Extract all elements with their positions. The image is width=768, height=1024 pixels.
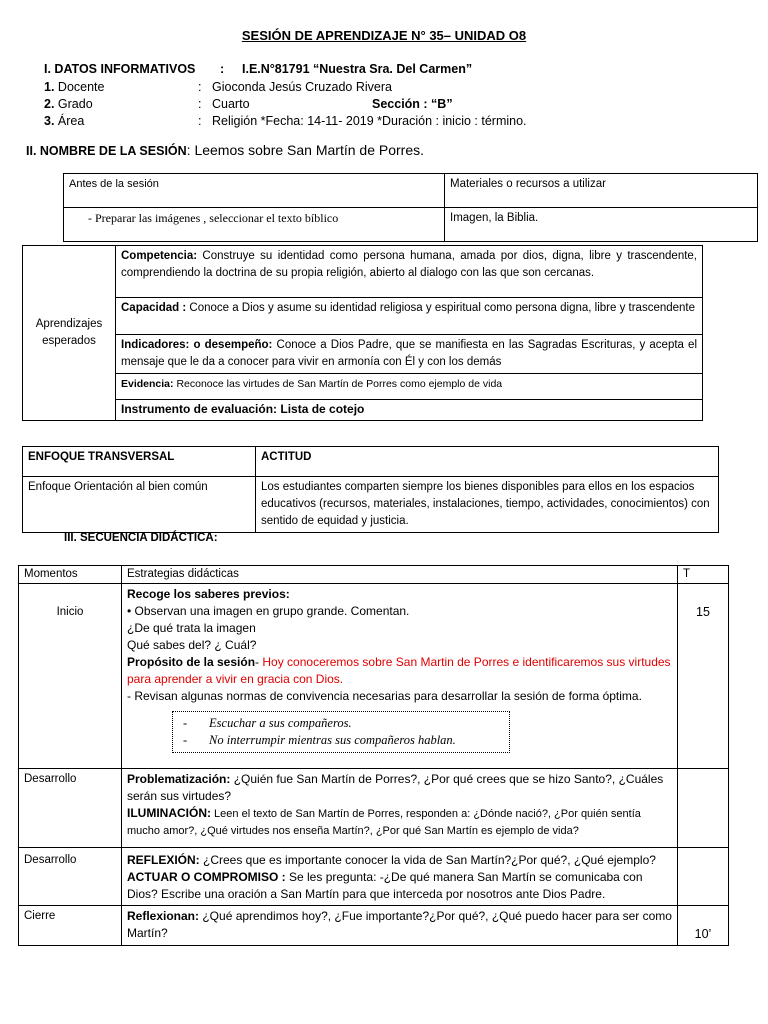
session-name-label: II. NOMBRE DE LA SESIÓN (26, 144, 187, 158)
problematizacion (127, 771, 672, 805)
materials-header-before: Antes de la sesión (64, 174, 445, 208)
enfoque-cell: Enfoque Orientación al bien común (23, 477, 256, 533)
secuencia-heading: III. SECUENCIA DIDÁCTICA: (64, 532, 218, 544)
time-header: T (678, 566, 729, 584)
iluminacion (127, 805, 672, 840)
enfoque-table (22, 446, 719, 533)
row-label: Grado (54, 97, 93, 111)
desarrollo1-time (678, 769, 729, 848)
actitud-header: ACTITUD (256, 447, 719, 477)
session-name (26, 142, 424, 158)
competencia-label: Competencia: (121, 250, 198, 262)
grado-row (44, 97, 93, 111)
school-name: I.E.N°81791 “Nuestra Sra. Del Carmen” (242, 62, 473, 76)
competencia-cell (116, 246, 703, 298)
desarrollo1-estrategias (122, 769, 678, 848)
cierre-momento: Cierre (19, 906, 122, 946)
materials-resources-cell: Imagen, la Biblia. (445, 208, 758, 242)
row-num: 2. (44, 97, 55, 111)
enfoque-header: ENFOQUE TRANSVERSAL (23, 447, 256, 477)
indicadores-text: Conoce a Dios Padre, que se manifiesta en las Sagradas Escrituras, y acepta el mensaje que le da a conocer para vivir en armonía con Él y con los demás (121, 339, 698, 368)
evidencia-label: Evidencia: (121, 378, 174, 390)
desarrollo2-estrategias (122, 848, 678, 906)
evidencia-cell (116, 374, 703, 400)
indicadores-label: Indicadores: o desempeño: (121, 339, 273, 351)
evidencia-text: Reconoce las virtudes de San Martín de Porres como ejemplo de vida (173, 378, 503, 390)
desarrollo1-momento: Desarrollo (19, 769, 122, 848)
row-colon: : (198, 97, 202, 111)
proposito-label: Propósito de la sesión (127, 655, 256, 669)
reflexion (127, 852, 672, 869)
proposito (127, 654, 672, 688)
row-num: 3. (44, 114, 55, 128)
norma-item: - No interrumpir mientras sus compañeros hablan. (183, 733, 456, 747)
competencia-text: Construye su identidad como persona humana, amada por dios, digna, libre y trascendente, comprendiendo la doctrina de su propia religión, abierto al dialogo con las que son cercanas. (121, 250, 697, 279)
page-title: SESIÓN DE APRENDIZAJE N° 35– UNIDAD O8 (241, 28, 527, 43)
seccion-value: Sección : “B” (372, 97, 453, 111)
normas-line: - Revisan algunas normas de convivencia necesarias para desarrollar la sesión de forma óptima. (127, 689, 642, 703)
secuencia-table (18, 565, 729, 946)
reflexion-text: ¿Crees que es importante conocer la vida de San Martín?¿Por qué?, ¿Qué ejemplo? (199, 853, 656, 867)
capacidad-label: Capacidad : (121, 302, 187, 314)
saberes-previos: Recoge los saberes previos: (127, 587, 290, 601)
cierre-estrategias (122, 906, 678, 946)
capacidad-cell (116, 298, 703, 335)
inicio-line: • Observan una imagen en grupo grande. Comentan. (127, 604, 410, 618)
inicio-time: 15 (678, 584, 729, 769)
cierre-time: 10’ (678, 906, 729, 946)
inicio-line: Qué sabes del? ¿ Cuál? (127, 638, 257, 652)
grado-value: Cuarto (212, 97, 250, 111)
materials-header-resources: Materiales o recursos a utilizar (445, 174, 758, 208)
instrumento-cell: Instrumento de evaluación: Lista de cotejo (116, 400, 703, 421)
datos-colon: : (220, 62, 225, 76)
desarrollo2-time (678, 848, 729, 906)
normas-box (172, 711, 510, 753)
indicadores-cell (116, 335, 703, 374)
proposito-text: Hoy conoceremos sobre San Martin de Porres e identificaremos sus virtudes para aprender a vivir en gracia con Dios. (127, 655, 671, 686)
materials-before-cell: - Preparar las imágenes , seleccionar el texto bíblico (64, 208, 445, 242)
actuar-text: Se les pregunta: -¿De qué manera San Martín se comunicaba con Dios? Escribe una oración a San Martín para que interceda por nosotros ante Dios Padre. (127, 870, 643, 901)
row-label: Área (54, 114, 85, 128)
aprendizajes-label: Aprendizajes esperados (23, 246, 116, 421)
row-colon: : (198, 80, 202, 94)
docente-value: Gioconda Jesús Cruzado Rivera (212, 80, 392, 94)
reflexion-label: REFLEXIÓN: (127, 853, 200, 867)
row-colon: : (198, 114, 202, 128)
desarrollo2-momento: Desarrollo (19, 848, 122, 906)
estrategias-header: Estrategias didácticas (122, 566, 678, 584)
momentos-header: Momentos (19, 566, 122, 584)
materials-table (63, 173, 758, 242)
inicio-momento: Inicio (19, 584, 122, 769)
row-num: 1. (44, 80, 55, 94)
norma-item: - Escuchar a sus compañeros. (183, 716, 352, 730)
reflexionan-text: ¿Qué aprendimos hoy?, ¿Fue importante?¿Por qué?, ¿Qué puedo hacer para ser como Martín? (127, 909, 672, 940)
proposito-dash: - (255, 655, 263, 669)
actitud-cell: Los estudiantes comparten siempre los bienes disponibles para ellos en los espacios educativos (recursos, materiales, instalaciones, tiempo, actividades, conocimientos) con sentido de equidad y justicia. (256, 477, 719, 533)
aprendizajes-table (22, 245, 703, 421)
area-row (44, 114, 84, 128)
capacidad-text: Conoce a Dios y asume su identidad religiosa y espiritual como persona digna, libre y trascendente (186, 302, 696, 314)
problematizacion-label: Problematización: (127, 772, 231, 786)
row-label: Docente (54, 80, 105, 94)
inicio-line: ¿De qué trata la imagen (127, 621, 256, 635)
actuar (127, 869, 672, 903)
iluminacion-text: Leen el texto de San Martín de Porres, responden a: ¿Dónde nació?, ¿Por quién sentía mucho amor?, ¿Qué virtudes nos enseña Martín?, ¿Por qué San Martín es ejemplo de vida? (127, 808, 641, 837)
datos-heading: I. DATOS INFORMATIVOS (44, 62, 196, 76)
problematizacion-text: ¿Quién fue San Martín de Porres?, ¿Por qué crees que se hizo Santo?, ¿Cuáles serán sus virtudes? (127, 772, 664, 803)
docente-row (44, 80, 104, 94)
reflexionan-label: Reflexionan: (127, 909, 200, 923)
area-value: Religión *Fecha: 14-11- 2019 *Duración : inicio : término. (212, 114, 527, 128)
session-name-value: : Leemos sobre San Martín de Porres. (186, 142, 425, 158)
iluminacion-label: ILUMINACIÓN: (127, 806, 211, 820)
actuar-label: ACTUAR O COMPROMISO : (127, 870, 286, 884)
